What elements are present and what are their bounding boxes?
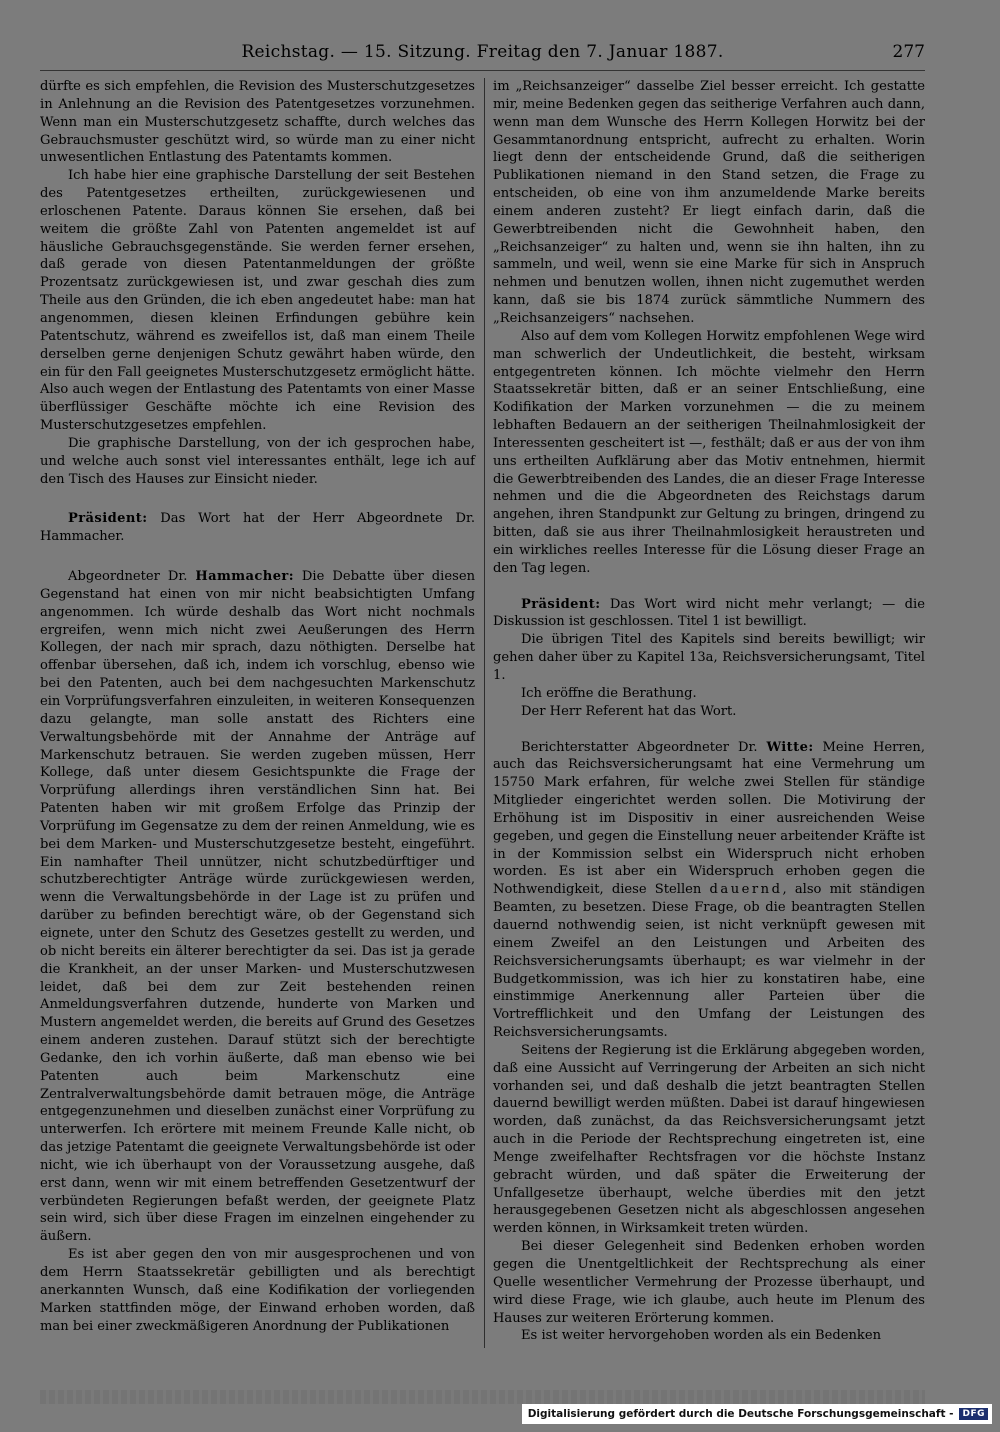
- paragraph: Also auf dem vom Kollegen Horwitz empfohlenen Wege wird man schwerlich der Undeutlichkeit, die besteht, wirksam entgegentreten können. Ich möchte vielmehr den Herrn Staatssekretär bitten, daß er an seiner Entschließung, eine Kodifikation der Marken vorzunehmen — die zu meinem lebhaften Bedauern an der seitherigen Theilnahmlosigkeit der Interessenten gescheitert ist —, festhält; daß er aus der von ihm uns ertheilten Aufklärung aber das Motiv entnehmen, hiermit die Gewerbtreibenden des Landes, die an dieser Frage Interesse nehmen und die die Abgeordneten des Reichstags darum angehen, ihren Standpunkt zur Geltung zu bringen, dringend zu bitten, daß sie aus ihrer Theilnahmlosigkeit heraustreten und ein wirkliches reelles Interesse für die Lösung dieser Frage an den Tag legen.: [493, 328, 925, 576]
- speech-text: Die Debatte über diesen Gegenstand hat einen von mir nicht beabsichtigten Umfang angenommen. Ich würde deshalb das Wort nicht nochmals ergreifen, wenn mich nicht zwei Aeußerungen des Herrn Kollegen, der nach mir sprach, dazu nöthigten. Derselbe hat offenbar übersehen, daß ich, indem ich vorschlug, ebenso wie bei den Patenten, auch bei dem nachgesuchten Markenschutz ein Vorprüfungsverfahren einzuleiten, in weiteren Konsequenzen dazu gelangte, man solle anstatt des Richters eine Verwaltungsbehörde mit der Annahme der Anträge auf Markenschutz betrauen. Sie werden zugeben müssen, Herr Kollege, daß unter diesem Gesichtspunkte die Frage der Vorprüfung allerdings ihren verständlichen Sinn hat. Bei Patenten haben wir mit großem Erfolge das Prinzip der Vorprüfung im Gegensatze zu dem der reinen Anmeldung, wie es bei dem Marken- und Musterschutzgesetze besteht, eingeführt. Ein namhafter Theil unnützer, nicht schutzbedürftiger und schutzberechtigter Anträge würde zurückgewiesen werden, wenn die Verwaltungsbehörde in der Lage ist zu prüfen und darüber zu befinden berechtigt wäre, ob der Gegenstand sich eignete, unter den Schutz des Gesetzes gestellt zu werden, und ob nicht bereits ein älterer berechtigter da sei. Das ist ja gerade die Krankheit, an der unser Marken- und Musterschutzwesen leidet, daß bei dem zur Zeit bestehenden reinen Anmeldungsverfahren dutzende, hunderte von Marken und Mustern angemeldet werden, die bereits auf Grund des Gesetzes einem anderen zustehen. Darauf stützt sich der berechtigte Gedanke, den ich vorhin äußerte, daß man ebenso wie bei Patenten auch beim Markenschutz eine Zentralverwaltungsbehörde damit betrauen möge, die Anträge entgegenzunehmen und dieselben zunächst einer Vorprüfung zu unterwerfen. Ich erörtere mit meinem Freunde Kalle nicht, ob das jetzige Patentamt die geeignete Verwaltungsbehörde ist oder nicht, wie ich überhaupt von der Voraussetzung ausgehe, daß erst dann, wenn wir mit einem betreffenden Gesetzentwurf der verbündeten Regierungen befaßt werden, der geeignete Platz sein wird, sich über diese Fragen im einzelnen eingehender zu äußern.: [40, 569, 475, 1245]
- speaker-name: Präsident:: [68, 511, 148, 527]
- digitization-credit: [522, 1404, 992, 1424]
- paragraph: im „Reichsanzeiger“ dasselbe Ziel besser erreicht. Ich gestatte mir, meine Bedenken gegen das seitherige Verfahren auch dann, wenn man dem Wunsche des Herrn Kollegen Horwitz bei der Gesammtanordnung entspricht, aufrecht zu erhalten. Worin liegt denn der entscheidende Grund, daß die seitherigen Publikationen niemand in den Stand setzen, die Frage zu entscheiden, ob eine von ihm anzumeldende Marke bereits einem anderen zusteht? Er liegt einfach darin, daß die Gewerbtreibenden nicht die Gewohnheit haben, den „Reichsanzeiger“ zu halten und, wenn sie ihn halten, ihn zu sammeln, und weil, wenn sie eine Marke für sich in Anspruch nehmen und benutzen wollen, ihnen nicht zugemuthet werden kann, daß sie bis 1874 zurück sämmtliche Nummern des „Reichsanzeigers“ nachsehen.: [493, 79, 925, 326]
- paragraph: Es ist aber gegen den von mir ausgesprochenen und von dem Herrn Staatssekretär gebilligten und als berechtigt anerkannten Wunsch, daß eine Kodifikation der vorliegenden Marken stattfinden möge, der Einwand erhoben worden, daß man bei einer zweckmäßigeren Anordnung der Publikationen: [40, 1247, 475, 1334]
- speech-president: [493, 596, 925, 632]
- paragraph: Bei dieser Gelegenheit sind Bedenken erhoben worden gegen die Unentgeltlichkeit der Rechtsprechung als einer Quelle wesentlicher Vermehrung der Prozesse überhaupt, und wird diese Frage, wie ich glaube, auch heute im Plenum des Hauses zur weiteren Erörterung kommen.: [493, 1239, 925, 1326]
- page-number: 277: [892, 42, 925, 62]
- speech-witte: [493, 739, 925, 1042]
- speaker-intro: Abgeordneter Dr.: [68, 569, 196, 585]
- paragraph: dürfte es sich empfehlen, die Revision des Musterschutzgesetzes in Anlehnung an die Revision des Patentgesetzes vorzunehmen. Wenn man ein Musterschutzgesetz schaffte, durch welches das Gebrauchsmuster geschützt wird, so würde man zu einer nicht unwesentlichen Entlastung des Patentamts kommen.: [40, 79, 475, 166]
- paragraph: Die graphische Darstellung, von der ich gesprochen habe, und welche auch sonst viel interessantes enthält, lege ich auf den Tisch des Hauses zur Einsicht nieder.: [40, 435, 475, 487]
- page-header: [40, 40, 925, 70]
- running-title: Reichstag. — 15. Sitzung. Freitag den 7. Januar 1887.: [241, 42, 724, 62]
- speaker-intro: Berichterstatter Abgeordneter Dr.: [521, 739, 767, 755]
- paragraph: Die übrigen Titel des Kapitels sind bereits bewilligt; wir gehen daher über zu Kapitel 13a, Reichsversicherungsamt, Titel 1.: [493, 632, 925, 683]
- header-rule: [40, 70, 925, 71]
- speaker-name: Hammacher:: [195, 569, 294, 585]
- emphasis-word: dauernd: [709, 882, 783, 898]
- speech-text: , also mit ständigen Beamten, zu besetzen. Diese Frage, ob die beantragten Stellen dauernd nothwendig seien, ist nicht verknüpft gewesen mit einem Zweifel an den Leistungen und Arbeiten des Reichsversicherungsamts überhaupt; es war vielmehr in der Budgetkommission, was ich hier zu konstatiren habe, eine einstimmige Anerkennung aller Parteien über die Vortrefflichkeit und den Umfang der Leistungen des Reichsversicherungsamts.: [493, 882, 925, 1041]
- speaker-name: Präsident:: [521, 596, 601, 612]
- speaker-name: Witte:: [766, 739, 814, 755]
- paragraph: Seitens der Regierung ist die Erklärung abgegeben worden, daß eine Aussicht auf Verringerung der Arbeiten an sich nicht vorhanden sei, und daß deshalb die jetzt beantragten Stellen dauernd bewilligt werden müßten. Dabei ist darauf hingewiesen worden, daß zunächst, da das Reichsversicherungsamt jetzt auch in die Periode der Rechtsprechung eingetreten ist, eine Menge zweifelhafter Rechtsfragen vor die höchste Instanz gebracht würden, und daß später die Erweiterung der Unfallgesetze überhaupt, welche überdies mit den jetzt herausgegebenen Gesetzen nicht als abgeschlossen angesehen werden können, in Wirksamkeit treten würden.: [493, 1042, 925, 1237]
- speech-hammacher: [40, 568, 475, 1246]
- paragraph: Der Herr Referent hat das Wort.: [521, 703, 737, 719]
- paragraph: Ich habe hier eine graphische Darstellung der seit Bestehen des Patentgesetzes ertheilten, zurückgewiesenen und erloschenen Patente. Daraus können Sie ersehen, daß bei weitem die größte Zahl von Patenten angemeldet ist auf häusliche Gebrauchsgegenstände. Sie werden ferner ersehen, daß gerade von diesen Patentanmeldungen der größte Prozentsatz zurückgewiesen ist, und zwar geschah dies zum Theile aus den Gründen, die ich eben angedeutet habe: man hat angenommen, diesen kleinen Erfindungen gebühre kein Patentschutz, während es zweifellos ist, daß man einem Theile derselben gerne denjenigen Schutz gewährt haben würde, den ein für den Fall geeignetes Musterschutzgesetz ermöglicht hätte. Also auch wegen der Entlastung des Patentamts von einer Masse überflüssiger Geschäfte möchte ich eine Revision des Musterschutzgesetzes empfehlen.: [40, 168, 475, 434]
- speech-text: Das Wort hat der Herr Abgeordnete Dr. Hammacher.: [40, 511, 475, 545]
- speech-text: Das Wort wird nicht mehr verlangt; — die Diskussion ist geschlossen. Titel 1 ist bewilligt.: [493, 596, 925, 630]
- paragraph: Ich eröffne die Berathung.: [521, 685, 697, 701]
- paragraph: Es ist weiter hervorgehoben worden als ein Bedenken: [521, 1328, 882, 1344]
- footer-bleed-strip: [40, 1390, 925, 1404]
- credit-text: Digitalisierung gefördert durch die Deutsche Forschungsgemeinschaft -: [527, 1408, 954, 1420]
- speech-president: [40, 510, 475, 546]
- left-column: [40, 78, 475, 1335]
- dfg-logo: DFG: [959, 1408, 988, 1420]
- right-column: [493, 78, 925, 1345]
- column-divider: [484, 78, 485, 1348]
- speech-text: Meine Herren, auch das Reichsversicherungsamt hat eine Vermehrung um 15750 Mark erfahren, für welche zwei Stellen für ständige Mitglieder eingerichtet werden sollen. Die Motivirung der Erhöhung ist im Dispositiv in einer ausreichenden Weise gegeben, und gegen die Einstellung neuer arbeitender Kräfte ist in der Kommission selbst ein Widerspruch nicht erhoben worden. Es ist aber ein Widerspruch erhoben gegen die Nothwendigkeit, diese Stellen: [493, 739, 925, 898]
